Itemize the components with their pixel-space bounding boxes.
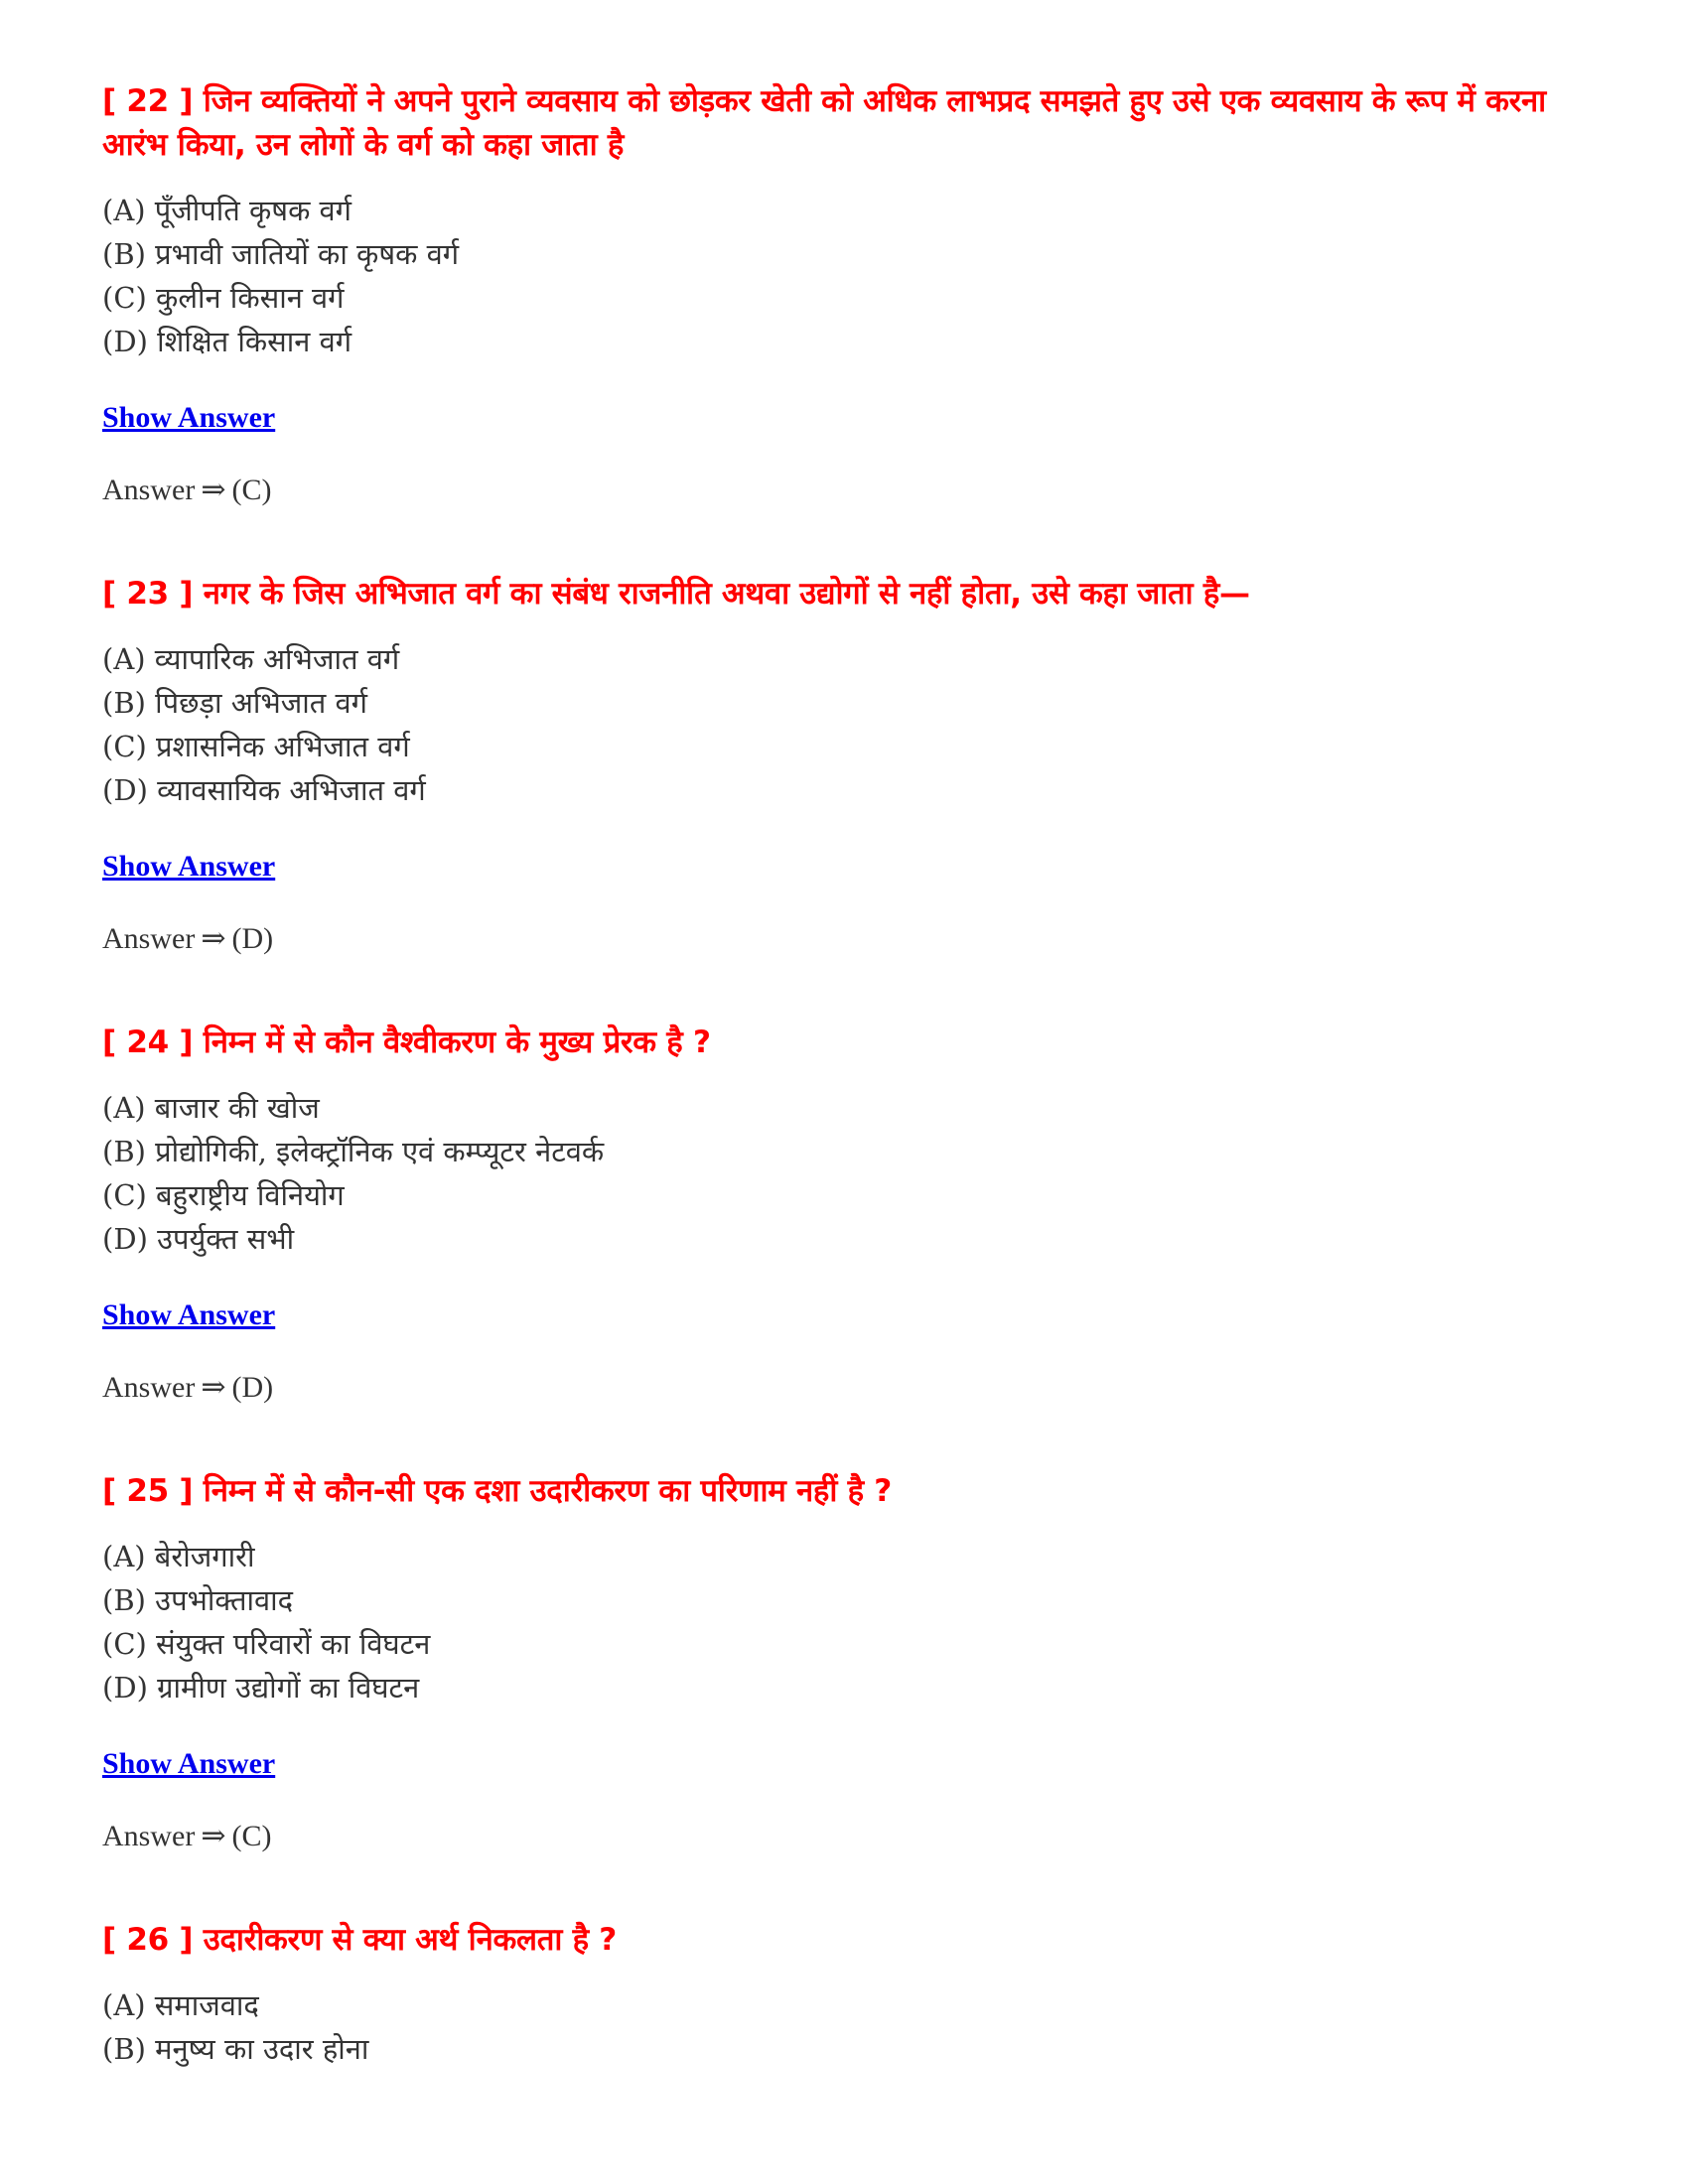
question-heading <box>102 1918 1592 1962</box>
option-a[interactable] <box>102 1535 1592 1578</box>
option-text: उपर्युक्त सभी <box>157 1222 295 1256</box>
question-number: [ 25 ] <box>102 1473 194 1509</box>
option-c[interactable] <box>102 1622 1592 1666</box>
option-b[interactable] <box>102 681 1592 725</box>
question-number: [ 24 ] <box>102 1024 194 1060</box>
option-d[interactable] <box>102 1666 1592 1709</box>
option-c[interactable] <box>102 725 1592 768</box>
question-heading <box>102 79 1592 167</box>
option-key: (B) <box>102 237 146 271</box>
options-list <box>102 1086 1592 1261</box>
option-text: प्रभावी जातियों का कृषक वर्ग <box>155 237 460 271</box>
question-block-26 <box>102 1918 1592 2071</box>
option-b[interactable] <box>102 232 1592 276</box>
option-key: (C) <box>102 281 147 315</box>
show-answer-link[interactable]: Show Answer <box>102 1298 276 1331</box>
option-key: (B) <box>102 2032 146 2066</box>
answer-value: (C) <box>231 474 272 506</box>
question-heading <box>102 1469 1592 1513</box>
option-text: उपभोक्तावाद <box>155 1583 294 1617</box>
option-a[interactable] <box>102 189 1592 232</box>
option-d[interactable] <box>102 768 1592 812</box>
option-text: कुलीन किसान वर्ग <box>156 281 345 315</box>
option-c[interactable] <box>102 1173 1592 1217</box>
option-a[interactable] <box>102 1086 1592 1130</box>
question-text: नगर के जिस अभिजात वर्ग का संबंध राजनीति अथवा उद्योगों से नहीं होता, उसे कहा जाता है— <box>203 576 1250 612</box>
answer-value: (D) <box>231 1371 274 1404</box>
option-text: व्यावसायिक अभिजात वर्ग <box>157 773 426 807</box>
options-list <box>102 637 1592 812</box>
question-number: [ 23 ] <box>102 576 194 612</box>
option-key: (A) <box>102 642 146 676</box>
options-list <box>102 189 1592 363</box>
answer-value: (D) <box>231 922 274 955</box>
question-block-23 <box>102 572 1592 956</box>
answer-line <box>102 921 1592 956</box>
option-text: शिक्षित किसान वर्ग <box>157 325 352 358</box>
option-b[interactable] <box>102 2027 1592 2071</box>
option-text: संयुक्त परिवारों का विघटन <box>156 1627 431 1661</box>
show-answer-link[interactable]: Show Answer <box>102 1747 276 1780</box>
question-text: जिन व्यक्तियों ने अपने पुराने व्यवसाय को छोड़कर खेती को अधिक लाभप्रद समझते हुए उसे एक व्यवसाय के रूप में करना आरंभ किया, उन लोगों के वर्ग को कहा जाता है <box>102 83 1546 163</box>
option-b[interactable] <box>102 1130 1592 1173</box>
option-text: मनुष्य का उदार होना <box>155 2032 369 2066</box>
option-key: (D) <box>102 1671 148 1705</box>
option-text: ग्रामीण उद्योगों का विघटन <box>157 1671 420 1705</box>
answer-arrow: ⇒ <box>201 1371 226 1404</box>
option-key: (C) <box>102 1627 147 1661</box>
show-answer-link[interactable]: Show Answer <box>102 401 276 434</box>
show-answer-link[interactable]: Show Answer <box>102 850 276 883</box>
option-text: व्यापारिक अभिजात वर्ग <box>154 642 400 676</box>
option-key: (B) <box>102 1583 146 1617</box>
option-c[interactable] <box>102 276 1592 320</box>
question-text: निम्न में से कौन वैश्वीकरण के मुख्य प्रेरक है ? <box>203 1024 711 1060</box>
option-key: (D) <box>102 325 148 358</box>
option-a[interactable] <box>102 637 1592 681</box>
option-key: (A) <box>102 1091 146 1125</box>
option-key: (A) <box>102 1540 146 1573</box>
option-key: (C) <box>102 1178 147 1212</box>
question-heading <box>102 1021 1592 1064</box>
option-key: (D) <box>102 1222 148 1256</box>
answer-arrow: ⇒ <box>201 922 226 955</box>
answer-arrow: ⇒ <box>201 474 226 506</box>
question-text: निम्न में से कौन-सी एक दशा उदारीकरण का परिणाम नहीं है ? <box>203 1473 892 1509</box>
option-text: समाजवाद <box>154 1988 259 2022</box>
answer-label: Answer <box>102 474 196 506</box>
answer-line <box>102 1370 1592 1405</box>
option-text: बेरोजगारी <box>154 1540 255 1573</box>
option-text: पिछड़ा अभिजात वर्ग <box>155 686 368 720</box>
option-key: (B) <box>102 686 146 720</box>
option-d[interactable] <box>102 1217 1592 1261</box>
option-d[interactable] <box>102 320 1592 363</box>
answer-line <box>102 1819 1592 1853</box>
answer-label: Answer <box>102 1371 196 1404</box>
option-key: (C) <box>102 730 147 763</box>
answer-value: (C) <box>231 1820 272 1852</box>
question-number: [ 26 ] <box>102 1922 194 1958</box>
option-b[interactable] <box>102 1578 1592 1622</box>
question-block-25 <box>102 1469 1592 1853</box>
answer-label: Answer <box>102 1820 196 1852</box>
option-text: प्रोद्योगिकी, इलेक्ट्रॉनिक एवं कम्प्यूटर नेटवर्क <box>155 1135 605 1168</box>
option-key: (D) <box>102 773 148 807</box>
option-text: प्रशासनिक अभिजात वर्ग <box>156 730 410 763</box>
answer-arrow: ⇒ <box>201 1820 226 1852</box>
option-a[interactable] <box>102 1983 1592 2027</box>
question-block-24 <box>102 1021 1592 1405</box>
option-text: बहुराष्ट्रीय विनियोग <box>156 1178 345 1212</box>
option-key: (B) <box>102 1135 146 1168</box>
answer-label: Answer <box>102 922 196 955</box>
question-block-22 <box>102 79 1592 507</box>
option-text: बाजार की खोज <box>154 1091 320 1125</box>
options-list <box>102 1983 1592 2071</box>
question-heading <box>102 572 1592 615</box>
question-text: उदारीकरण से क्या अर्थ निकलता है ? <box>203 1922 617 1958</box>
answer-line <box>102 473 1592 507</box>
question-number: [ 22 ] <box>102 83 194 119</box>
option-text: पूँजीपति कृषक वर्ग <box>154 194 352 227</box>
option-key: (A) <box>102 194 146 227</box>
option-key: (A) <box>102 1988 146 2022</box>
options-list <box>102 1535 1592 1709</box>
